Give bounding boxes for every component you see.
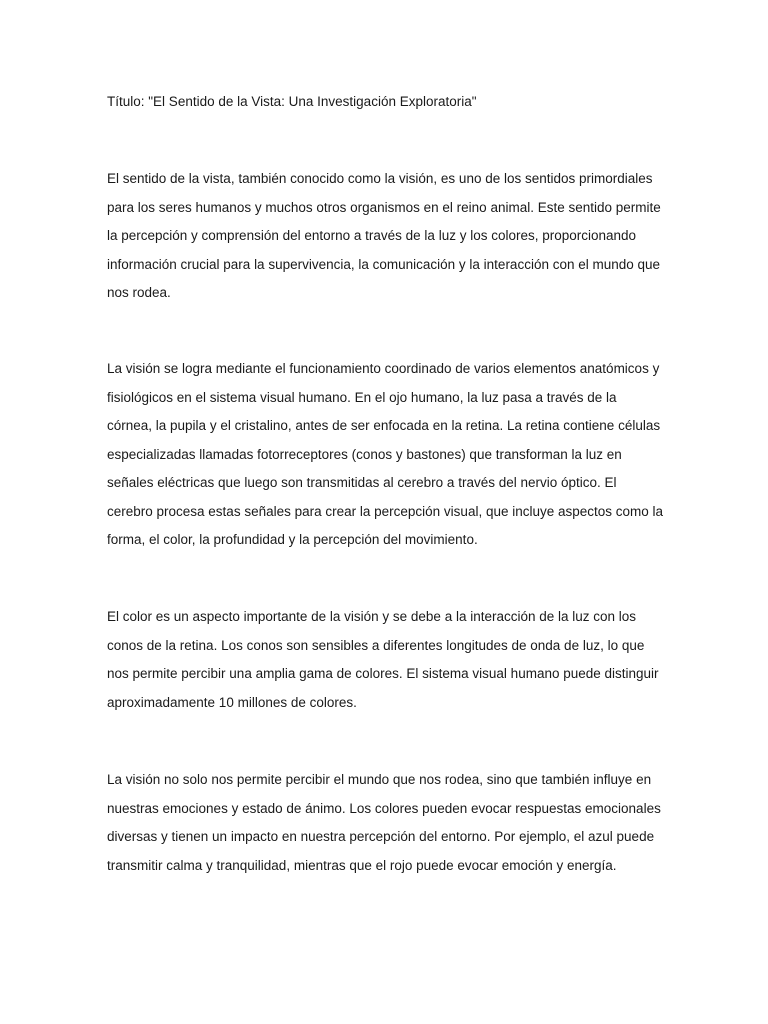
document-title: Título: "El Sentido de la Vista: Una Investigación Exploratoria" [107, 94, 477, 109]
paragraph-vision-intro: El sentido de la vista, también conocido como la visión, es uno de los sentidos primordiales para los seres humanos y muchos otros organismos en el reino animal. Este sentido permite la percepción y comprensión del entorno a través de la luz y los colores, proporcionando información crucial para la supervivencia, la comunicación y la interacción con el mundo que nos rodea. [107, 171, 661, 300]
paragraph-color: El color es un aspecto importante de la visión y se debe a la interacción de la luz con los conos de la retina. Los conos son sensibles a diferentes longitudes de onda de luz, lo que nos permite percibir una amplia gama de colores. El sistema visual humano puede distinguir aproximadamente 10 millones de colores. [107, 609, 659, 710]
paragraph-vision-mechanism: La visión se logra mediante el funcionamiento coordinado de varios elementos anatómicos y fisiológicos en el sistema visual humano. En el ojo humano, la luz pasa a través de la córnea, la pupila y el cristalino, antes de ser enfocada en la retina. La retina contiene células especializadas llamadas fotorreceptores (conos y bastones) que transforman la luz en señales eléctricas que luego son transmitidas al cerebro a través del nervio óptico. El cerebro procesa estas señales para crear la percepción visual, que incluye aspectos como la forma, el color, la profundidad y la percepción del movimiento. [107, 361, 664, 547]
paragraph-emotions: La visión no solo nos permite percibir el mundo que nos rodea, sino que también influye en nuestras emociones y estado de ánimo. Los colores pueden evocar respuestas emocionales diversas y tienen un impacto en nuestra percepción del entorno. Por ejemplo, el azul puede transmitir calma y tranquilidad, mientras que el rojo puede evocar emoción y energía. [107, 772, 661, 873]
